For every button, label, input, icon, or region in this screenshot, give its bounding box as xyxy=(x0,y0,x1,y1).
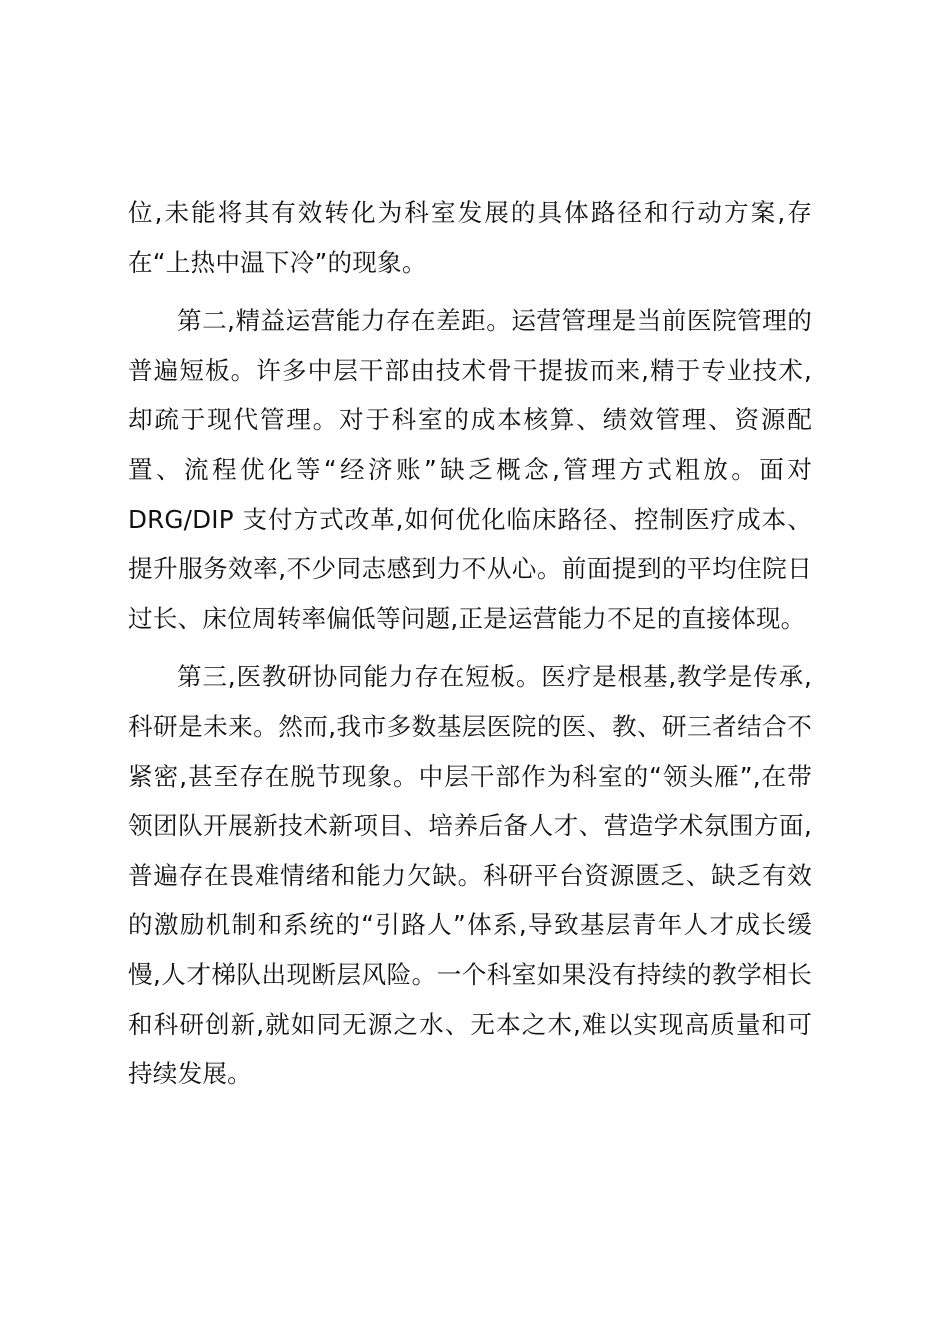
paragraph-medical-teaching-research: 第三,医教研协同能力存在短板。医疗是根基,教学是传承,科研是未来。然而,我市多数基层医院的医、教、研三者结合不紧密,甚至存在脱节现象。中层干部作为科室的“领头雁”,在带领团队开展新技术新项目、培养后备人才、营造学术氛围方面,普遍存在畏难情绪和能力欠缺。科研平台资源匮乏、缺乏有效的激励机制和系统的“引路人”体系,导致基层青年人才成长缓慢,人才梯队出现断层风险。一个科室如果没有持续的教学相长和科研创新,就如同无源之水、无本之木,难以实现高质量和可持续发展。 xyxy=(128,662,812,1089)
paragraph-continuation: 位,未能将其有效转化为科室发展的具体路径和行动方案,存在“上热中温下冷”的现象。 xyxy=(128,198,812,277)
document-page xyxy=(128,188,812,1108)
paragraph-lean-operations: 第二,精益运营能力存在差距。运营管理是当前医院管理的普遍短板。许多中层干部由技术骨干提拔而来,精于专业技术,却疏于现代管理。对于科室的成本核算、绩效管理、资源配置、流程优化等“经济账”缺乏概念,管理方式粗放。面对 DRG/DIP 支付方式改革,如何优化临床路径、控制医疗成本、提升服务效率,不少同志感到力不从心。前面提到的平均住院日过长、床位周转率偏低等问题,正是运营能力不足的直接体现。 xyxy=(128,306,812,633)
